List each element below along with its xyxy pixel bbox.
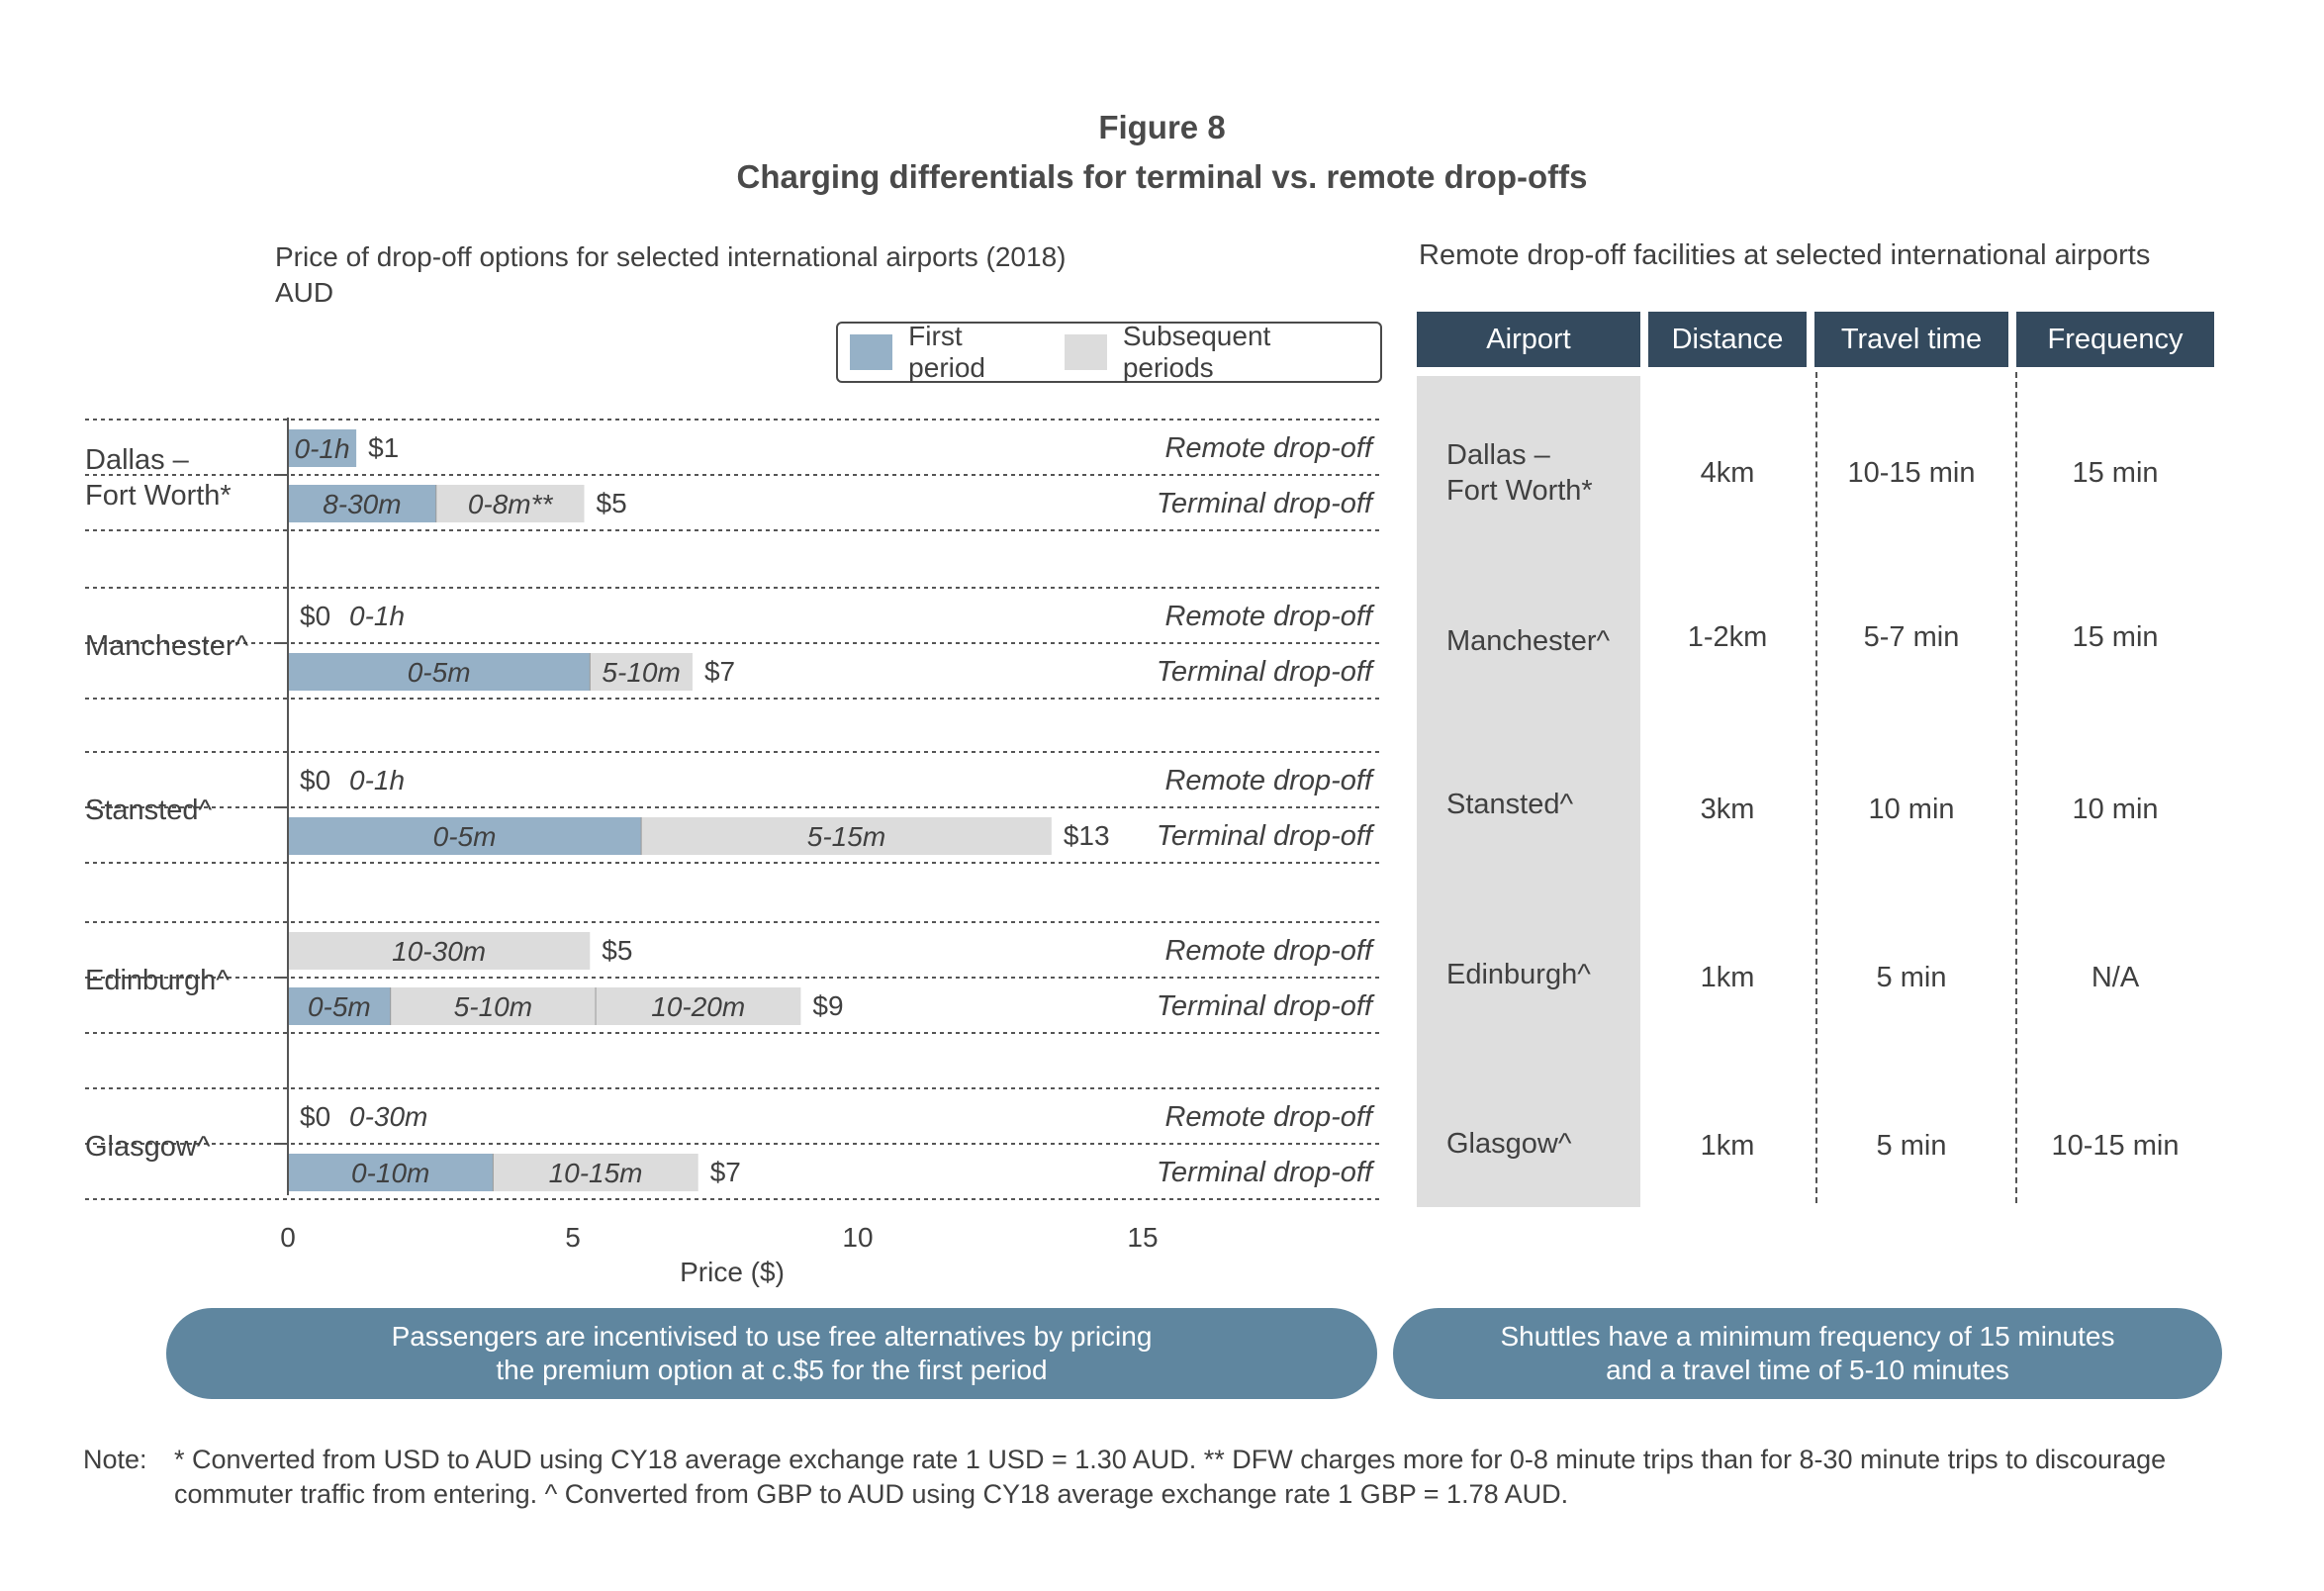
table-cell-travel-time: 10 min <box>1868 794 1955 825</box>
segment-label: 0-5m <box>432 821 497 852</box>
table-header-travel-time: Travel time <box>1814 312 2008 367</box>
row-type-label: Remote drop-off <box>1164 1101 1372 1133</box>
x-tick-label: 0 <box>280 1222 296 1253</box>
table-cell-frequency: 15 min <box>2072 621 2159 653</box>
segment-label: 0-8m** <box>467 489 553 519</box>
bar-total-label: $7 <box>709 1157 741 1187</box>
bar-total-label: $9 <box>812 990 844 1021</box>
callout-left-line: the premium option at c.$5 for the first period <box>496 1355 1048 1385</box>
table-header-distance: Distance <box>1648 312 1807 367</box>
chart-units: AUD <box>275 277 334 308</box>
segment-label: 5-10m <box>453 991 533 1022</box>
legend-label-subsequent: Subsequent periods <box>1122 321 1271 383</box>
row-type-label: Terminal drop-off <box>1156 1157 1372 1188</box>
bar-total-label: $5 <box>596 488 627 518</box>
table-cell-distance: 1km <box>1700 1130 1755 1162</box>
callout-right-line: Shuttles have a minimum frequency of 15 minutes <box>1500 1321 2115 1352</box>
x-tick-label: 10 <box>842 1222 874 1253</box>
table-cell-frequency: 15 min <box>2072 457 2159 489</box>
chart-subtitle <box>275 239 1146 311</box>
table-cell-frequency: 10 min <box>2072 794 2159 825</box>
x-tick-label: 15 <box>1127 1222 1159 1253</box>
bar-total-label: $0 <box>300 765 331 796</box>
segment-label: 5-15m <box>806 821 886 852</box>
table-cell-frequency: 10-15 min <box>2051 1130 2180 1162</box>
airport-label: Edinburgh^ <box>85 965 230 996</box>
period-label: 0-1h <box>349 601 406 631</box>
footnote-text: * Converted from USD to AUD using CY18 average exchange rate 1 USD = 1.30 AUD. ** DFW charges more for 0-8 minute trips than for 8-30 minute trips to discourage commuter traffic from entering. ^ Converted from GBP to AUD using CY18 average exchange rate 1 GBP = 1.78 AUD. <box>174 1445 2167 1509</box>
row-type-label: Remote drop-off <box>1164 765 1372 796</box>
legend-label-first: First period <box>908 321 986 383</box>
callout-right-line: and a travel time of 5-10 minutes <box>1606 1355 2009 1385</box>
table-cell-airport: Stansted^ <box>1446 789 1574 820</box>
row-type-label: Terminal drop-off <box>1156 656 1372 688</box>
period-label: 0-30m <box>349 1101 428 1132</box>
footnote-label: Note: <box>83 1445 147 1474</box>
airport-label: Glasgow^ <box>85 1131 211 1163</box>
bar-total-label: $0 <box>300 1101 331 1132</box>
legend-item-first <box>850 321 1039 384</box>
table-cell-airport: Glasgow^ <box>1446 1128 1572 1160</box>
table-cell-travel-time: 5-7 min <box>1863 621 1960 653</box>
segment-label: 8-30m <box>323 489 402 519</box>
airport-label: Manchester^ <box>85 630 249 662</box>
chart-subtitle-text: Price of drop-off options for selected international airports (2018) <box>275 241 1067 272</box>
row-type-label: Remote drop-off <box>1164 601 1372 632</box>
row-type-label: Terminal drop-off <box>1156 820 1372 852</box>
table-header-airport: Airport <box>1417 312 1640 367</box>
segment-label: 0-1h <box>294 433 350 464</box>
table-cell-travel-time: 10-15 min <box>1847 457 1976 489</box>
row-type-label: Remote drop-off <box>1164 935 1372 967</box>
legend-item-subsequent <box>1065 321 1354 384</box>
figure-title: Charging differentials for terminal vs. remote drop-offs <box>736 158 1588 195</box>
airport-name-line: Fort Worth* <box>1446 475 1593 507</box>
legend-swatch-first <box>850 334 892 370</box>
table-divider <box>1815 372 1817 1203</box>
chart-legend <box>836 322 1382 383</box>
bar-total-label: $7 <box>703 656 736 687</box>
airport-label: Stansted^ <box>85 795 213 826</box>
airport-label: Fort Worth* <box>85 480 232 512</box>
table-cell-airport: Edinburgh^ <box>1446 959 1591 990</box>
callout-left-line: Passengers are incentivised to use free alternatives by pricing <box>391 1321 1153 1352</box>
table-cell-airport <box>1446 437 1593 509</box>
callout-left <box>166 1308 1377 1399</box>
segment-label: 0-5m <box>307 991 371 1022</box>
segment-label: 0-5m <box>407 657 471 688</box>
table-header-frequency: Frequency <box>2016 312 2214 367</box>
callout-right <box>1393 1308 2222 1399</box>
table-cell-travel-time: 5 min <box>1876 1130 1947 1162</box>
table-divider <box>2015 372 2017 1203</box>
segment-label: 10-15m <box>548 1158 643 1188</box>
row-type-label: Remote drop-off <box>1164 432 1372 464</box>
segment-label: 10-20m <box>651 991 746 1022</box>
table-subtitle: Remote drop-off facilities at selected international airports <box>1419 239 2151 271</box>
row-type-label: Terminal drop-off <box>1156 488 1372 519</box>
table-cell-distance: 1km <box>1700 962 1755 993</box>
segment-label: 5-10m <box>602 657 681 688</box>
segment-label: 0-10m <box>350 1158 430 1188</box>
legend-swatch-subsequent <box>1065 334 1107 370</box>
bar-total-label: $0 <box>300 601 331 631</box>
bar-total-label: $13 <box>1063 820 1110 851</box>
x-axis-label: Price ($) <box>680 1257 785 1287</box>
x-tick-label: 5 <box>565 1222 581 1253</box>
table-cell-travel-time: 5 min <box>1876 962 1947 993</box>
table-cell-frequency: N/A <box>2091 962 2140 993</box>
period-label: 0-1h <box>349 765 406 796</box>
table-cell-airport: Manchester^ <box>1446 625 1611 657</box>
price-bar-chart <box>0 396 1405 1306</box>
segment-label: 10-30m <box>392 936 487 967</box>
table-cell-distance: 4km <box>1700 457 1755 489</box>
table-cell-distance: 3km <box>1700 794 1755 825</box>
airport-name-line: Dallas – <box>1446 439 1550 471</box>
row-type-label: Terminal drop-off <box>1156 990 1372 1022</box>
airport-label: Dallas – <box>85 444 189 476</box>
figure-number: Figure 8 <box>1098 109 1226 145</box>
bar-total-label: $1 <box>368 432 400 463</box>
table-cell-distance: 1-2km <box>1687 621 1768 653</box>
bar-total-label: $5 <box>602 935 633 966</box>
